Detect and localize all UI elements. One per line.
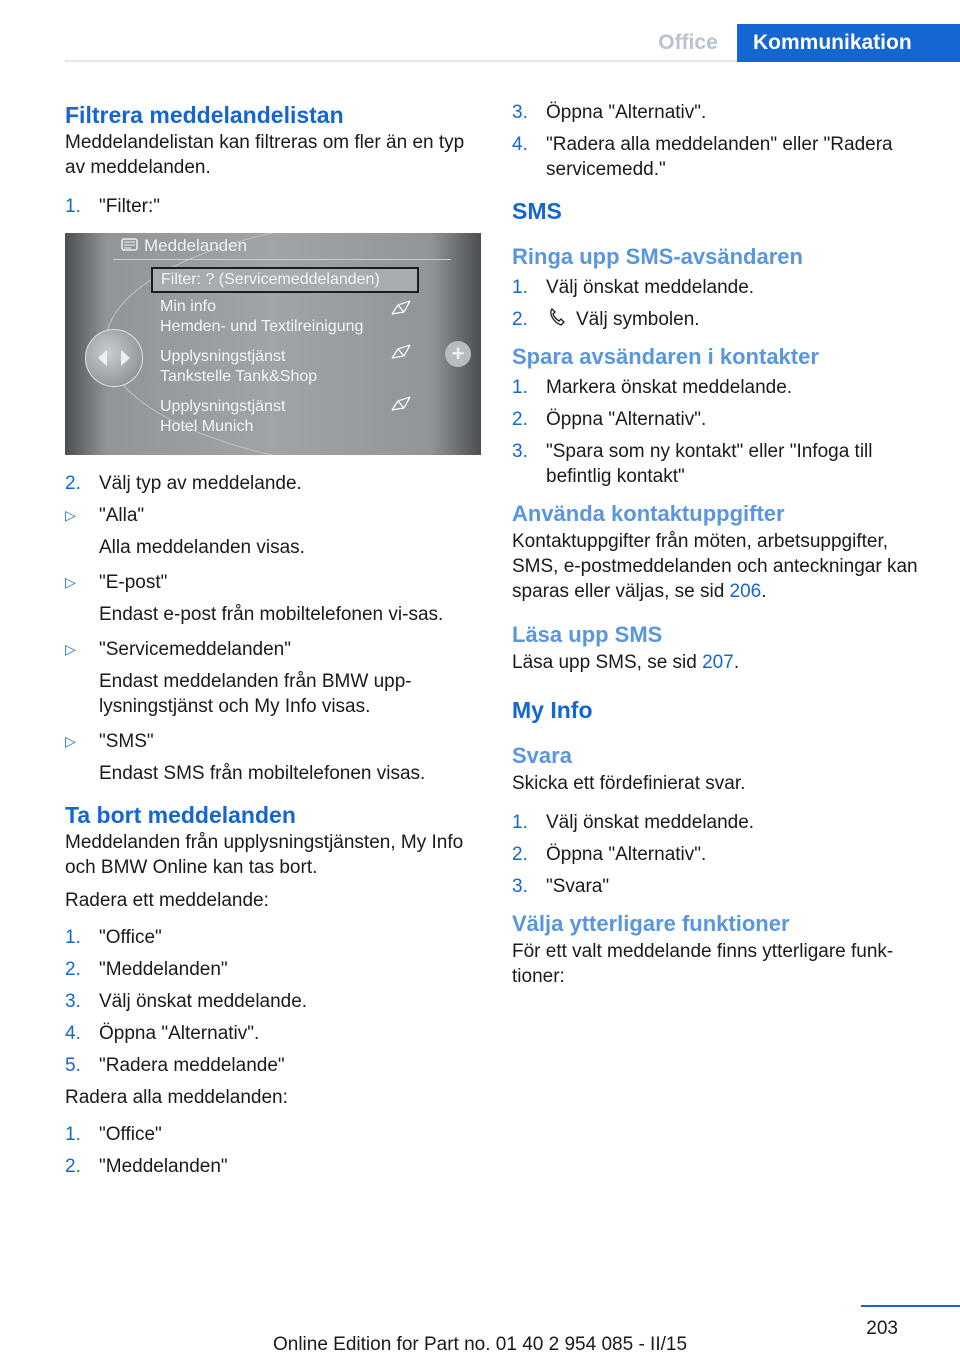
lasa-body: Läsa upp SMS, se sid 207. bbox=[512, 652, 740, 673]
svara-body: Skicka ett fördefinierat svar. bbox=[512, 773, 746, 794]
heading-svara: Svara bbox=[512, 743, 572, 768]
list-item: 2. "Meddelanden" bbox=[65, 959, 228, 980]
left-column bbox=[65, 100, 481, 1186]
heading-sms: SMS bbox=[512, 198, 562, 224]
heading-spara: Spara avsändaren i kontakter bbox=[512, 344, 819, 369]
list-item: 5. "Radera meddelande" bbox=[65, 1055, 285, 1076]
envelope-icon bbox=[390, 299, 412, 317]
message-row[interactable]: Upplysningstjänst Tankstelle Tank&Shop bbox=[160, 348, 318, 385]
heading-ringa: Ringa upp SMS-avsändaren bbox=[512, 244, 803, 269]
message-row[interactable]: Upplysningstjänst Hotel Munich bbox=[160, 398, 286, 435]
chevron-left-icon bbox=[98, 350, 107, 366]
valja-body: För ett valt meddelande finns ytterligare funk-tioner: bbox=[512, 941, 894, 987]
ta-bort-list-2-cont bbox=[512, 100, 922, 182]
envelope-icon bbox=[390, 343, 412, 361]
list-item: ▷ "Servicemeddelanden" Endast meddelanden från BMW upp-lysningstjänst och My Info visas. bbox=[65, 639, 412, 717]
heading-valja: Välja ytterligare funktioner bbox=[512, 911, 790, 936]
list-item: 1. "Filter:" bbox=[65, 196, 160, 217]
list-item: 1. "Office" bbox=[65, 1124, 162, 1145]
svara-list bbox=[512, 810, 922, 899]
filter-options bbox=[65, 503, 481, 786]
list-item: 4. "Radera alla meddelanden" eller "Radera servicemedd." bbox=[512, 134, 893, 180]
controller-knob bbox=[85, 329, 143, 387]
filtrera-steps-2 bbox=[65, 471, 481, 496]
right-column bbox=[512, 100, 922, 989]
triangle-bullet-icon: ▷ bbox=[65, 733, 76, 749]
filtrera-body: Meddelandelistan kan filtreras om fler än en typ av meddelanden. bbox=[65, 132, 465, 178]
envelope-icon bbox=[390, 395, 412, 413]
heading-my-info: My Info bbox=[512, 697, 593, 723]
filter-selection[interactable]: Filter: ? (Servicemeddelanden) bbox=[151, 267, 419, 293]
spara-list bbox=[512, 375, 922, 489]
message-row[interactable]: Min info Hemden- und Textilreinigung bbox=[160, 298, 364, 335]
list-item: 2. Öppna "Alternativ". bbox=[512, 409, 707, 430]
ta-bort-sub2: Radera alla meddelanden: bbox=[65, 1087, 288, 1108]
page-link-206[interactable]: 206 bbox=[729, 581, 762, 602]
screen-title: Meddelanden bbox=[144, 236, 248, 255]
list-item: 3. "Spara som ny kontakt" eller "Infoga till befintlig kontakt" bbox=[512, 441, 873, 487]
footer-edition: Online Edition for Part no. 01 40 2 954 085 - II/15 bbox=[272, 1334, 688, 1355]
ta-bort-sub1: Radera ett meddelande: bbox=[65, 890, 269, 911]
list-item: 3. "Svara" bbox=[512, 876, 610, 897]
footer-rule bbox=[861, 1305, 960, 1307]
plus-icon: + bbox=[445, 341, 471, 367]
filtrera-steps-1 bbox=[65, 194, 481, 219]
tab-office[interactable]: Office bbox=[658, 31, 718, 54]
heading-ta-bort: Ta bort meddelanden bbox=[65, 802, 296, 828]
heading-anvanda: Använda kontaktuppgifter bbox=[512, 501, 785, 526]
list-item: 1. Välj önskat meddelande. bbox=[512, 812, 755, 833]
ta-bort-list-2 bbox=[65, 1122, 481, 1179]
list-item: ▷ "Alla" Alla meddelanden visas. bbox=[65, 505, 305, 558]
list-item: 2. "Meddelanden" bbox=[65, 1156, 228, 1177]
list-item: 2. Välj typ av meddelande. bbox=[65, 473, 302, 494]
chevron-right-icon bbox=[121, 350, 130, 366]
list-item: 2. Välj symbolen. bbox=[512, 309, 700, 330]
heading-lasa: Läsa upp SMS bbox=[512, 622, 663, 647]
list-item: 1. Markera önskat meddelande. bbox=[512, 377, 793, 398]
page-link-207[interactable]: 207 bbox=[702, 652, 734, 673]
ta-bort-body: Meddelanden från upplysningstjänsten, My Info och BMW Online kan tas bort. bbox=[65, 832, 464, 878]
list-item: 3. Välj önskat meddelande. bbox=[65, 991, 308, 1012]
ringa-list bbox=[512, 275, 922, 332]
list-item: 1. Välj önskat meddelande. bbox=[512, 277, 755, 298]
screen-separator bbox=[113, 259, 451, 260]
list-item: 2. Öppna "Alternativ". bbox=[512, 844, 707, 865]
ta-bort-list-1 bbox=[65, 925, 481, 1078]
list-item: 4. Öppna "Alternativ". bbox=[65, 1023, 260, 1044]
idrive-screenshot bbox=[65, 233, 481, 455]
list-item: 3. Öppna "Alternativ". bbox=[512, 102, 707, 123]
tab-kommunikation[interactable]: Kommunikation bbox=[737, 24, 960, 62]
triangle-bullet-icon: ▷ bbox=[65, 507, 76, 523]
triangle-bullet-icon: ▷ bbox=[65, 641, 76, 657]
heading-filtrera: Filtrera meddelandelistan bbox=[65, 102, 344, 128]
triangle-bullet-icon: ▷ bbox=[65, 574, 76, 590]
list-item: ▷ "SMS" Endast SMS från mobiltelefonen visas. bbox=[65, 731, 426, 784]
page-number: 203 bbox=[866, 1318, 898, 1339]
list-item: ▷ "E-post" Endast e-post från mobiltelefonen vi-sas. bbox=[65, 572, 444, 625]
list-item: 1. "Office" bbox=[65, 927, 162, 948]
anvanda-body: Kontaktuppgifter från möten, arbetsuppgifter, SMS, e-postmeddelanden och anteckningar kan sparas eller väljas, se sid 206. bbox=[512, 531, 918, 602]
phone-icon bbox=[546, 308, 570, 328]
